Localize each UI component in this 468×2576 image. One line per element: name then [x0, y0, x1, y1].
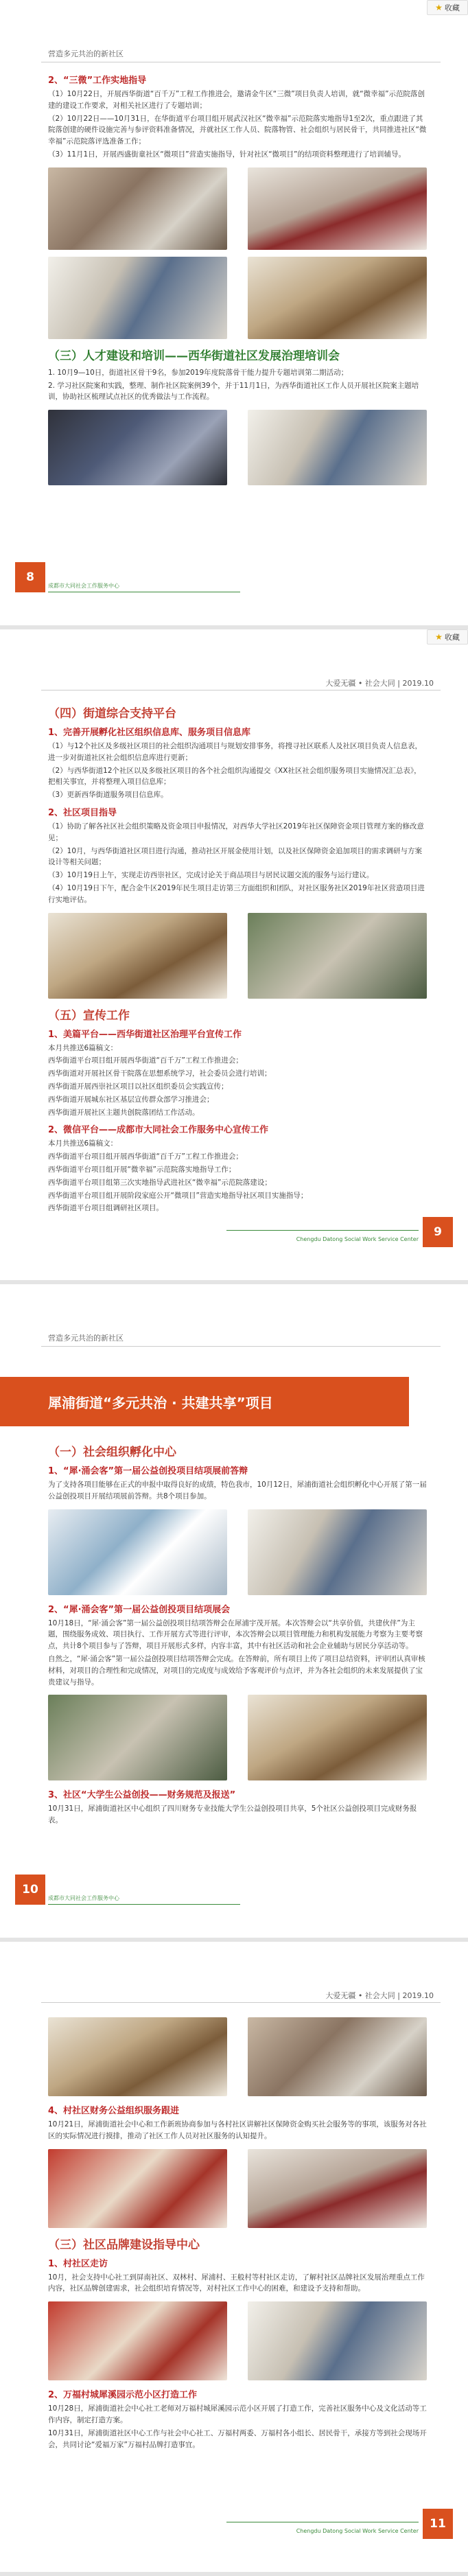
- star-icon: ★: [435, 632, 443, 642]
- running-header: 营造多元共治的新社区: [48, 49, 124, 58]
- training-photo: [248, 410, 427, 485]
- header-divider: [41, 2002, 441, 2003]
- paragraph: 2. 学习社区院案和实践，整理、制作社区院案例39个，并于11月1日，为西华街道社区工作人员开展社区院案主题培训，协助社区梳理试点社区的优秀做法与工作流程。: [48, 381, 419, 402]
- paragraph: （3）更新西华街道服务项目信息库。: [48, 791, 168, 800]
- meeting-photo: [248, 2149, 427, 2228]
- photo-row: [48, 1509, 427, 1595]
- visit-photo: [248, 2301, 427, 2380]
- running-header: 营造多元共治的新社区: [48, 1334, 124, 1343]
- paragraph: 1. 10月9—10日，街道社区骨干9名，参加2019年度院落骨干能力提升专题培训第二期活动；: [48, 368, 349, 377]
- footer-text: 成都市大同社会工作服务中心: [48, 583, 119, 589]
- paragraph: （2）与西华街道12个社区以及多级社区项目的各个社会组织沟通提交《XX社区社会组织服务项目实施情况汇总表》，把相关事宜，并将整理入项目信息库；: [48, 766, 421, 787]
- paragraph: 10月，社会支持中心社工到屏南社区、双林村、犀浦村、王般村等村社区走访，了解村社区品牌社区发展治理重点工作内容，社区品牌创建需求，社会组织培育情况等，对村社区工作中心的困难，和建设予支持和帮助。: [48, 2273, 425, 2293]
- page-number: 11: [423, 2509, 453, 2539]
- paragraph: （1）与12个社区及多级社区项目的社会组织沟通项目与规划安排事务，将搜寻社区联系人及社区项目负责人信息表，进一步对街道社区社会组织信息库进行更新；: [48, 742, 423, 762]
- photo-row: [48, 257, 427, 339]
- paragraph: 10月31日，犀浦街道社区中心工作与社会中心社工、万福村两委、万福村各小组长、居民骨干，承接方等到社会现场开会，共同讨论“爱福万家”万福村品牌打造事宜。: [48, 2428, 427, 2449]
- bookmark-button[interactable]: [427, 629, 468, 645]
- star-icon: ★: [435, 3, 443, 12]
- section-title: （五）宣传工作: [48, 1008, 130, 1023]
- page-9: [0, 629, 468, 1284]
- meeting-photo: [248, 167, 427, 250]
- paragraph: 10月31日，犀浦街道社区中心组织了四川财务专业技能大学生公益创投项目共享，5个社区公益创投项目完成财务报表。: [48, 1805, 417, 1825]
- paragraph: 西华街道开展城东社区基层宣传群众部学习推进会；: [48, 1095, 214, 1104]
- event-photo: [248, 1695, 427, 1780]
- paragraph: 10月18日，“犀·涌会客”第一届公益创投项目结项答辩会在犀浦宇茂开展。本次答辩会以“共享价值，共建伙伴”为主题，围绕服务成效、项目执行、工作开展方式等进行评审，本次答辩会以项目管理能力和机构发展能力考察为主要考察点，共计8个项目参与了答辩，项目开展形式多样，内容丰富，其中有社区活动和社会企业辅助与居民分享活动等。: [48, 1618, 423, 1651]
- visit-photo: [48, 2301, 227, 2380]
- photo-row: [48, 913, 427, 999]
- paragraph: 10月21日，犀浦街道社会中心和工作新班协商参加与各村社区讲解社区保障资金购买社会服务等的事项，该服务对各社区的实际情况进行摸排，推动了社区工作人员对社区服务的认知提升。: [48, 2120, 427, 2140]
- photo-row: [48, 2301, 427, 2380]
- paragraph: （3）10月19日上午，实现走访西崇社区，完成讨论关于商品项目与居民议题交流的服务与运行建议。: [48, 871, 374, 880]
- event-photo: [48, 2017, 227, 2096]
- page-content: [48, 1437, 427, 1828]
- paragraph: （1）协助了解各社区社会组织策略及资金项目申报情况，对西华大学社区2019年社区保障资金项目管理方案的修改意见；: [48, 822, 424, 842]
- paragraph: （2）10月22日——10月31日，在华街道平台项目组开展武汉社区“微幸福”示范院落实地指导1至2次，重点跟进了其院落创建的硬件设施完善与参评资料准备情况，并就社区工作人员、院落物管、社会组织与居民骨干，共同推进社区“微幸福”示范院落评选准备工作；: [48, 114, 427, 146]
- sub-title: 2、微信平台——成都市大同社会工作服务中心宣传工作: [48, 1125, 269, 1136]
- bookmark-label: 收藏: [444, 3, 460, 12]
- footer-text: 成都市大同社会工作服务中心: [48, 1895, 119, 1901]
- footer-text: Chengdu Datong Social Work Service Center: [296, 1236, 419, 1243]
- paragraph: （4）10月19日下午，配合金牛区2019年民生项目走访第三方面组织和团队，对社区服务社区2019年社区营造项目进行实地评估。: [48, 883, 425, 904]
- meeting-photo: [248, 257, 427, 339]
- photo-row: [48, 2017, 427, 2096]
- sub-title: 2、万福村城犀溪园示范小区打造工作: [48, 2390, 198, 2401]
- training-photo: [48, 410, 227, 485]
- section-title: （三）人才建设和培训——西华街道社区发展治理培训会: [48, 349, 340, 363]
- section-title: （三）社区品牌建设指导中心: [48, 2238, 200, 2252]
- paragraph: 自然之，“犀·涌会客”第一届公益创投项目结项答辩会完成。在答辩前，所有项目上传了项目总结资料，评审团认真审核材料，对项目的合理性和完成情况，对项目的完成度与成效给予客观评价与点评，并为各社会组织的未来发展提供了宝贵建议与指导。: [48, 1654, 425, 1686]
- page-number: 8: [15, 562, 45, 592]
- event-photo: [48, 1695, 227, 1780]
- page-number: 10: [15, 1875, 45, 1905]
- paragraph: 10月28日，犀浦街道社会中心社工老师对万福村城犀溪园示范小区开展了打造工作，完善社区服务中心及文化活动等工作内容，制定打造方案。: [48, 2404, 427, 2424]
- running-header: 大爱无疆 • 社会大同 | 2019.10: [325, 1991, 434, 2000]
- paragraph: 本月共推送6篇稿文：: [48, 1139, 118, 1148]
- paragraph: 西华街道开展西崇社区项目以社区组织委员会实践宣传；: [48, 1082, 229, 1091]
- paragraph: 西华街道平台项目组开展阶段家庭公开“微项目”营造实地指导社区项目实施指导；: [48, 1191, 308, 1200]
- page-11: [0, 1942, 468, 2576]
- paragraph: （1）10月22日，开展西华街道“百千万”工程工作推进会，邀请金牛区“三微”项目负责人培训，就“微幸福”示范院落创建的建设工作要求，对相关社区进行了专题培训；: [48, 90, 425, 110]
- sub-title: 2、“三微”工作实地指导: [48, 76, 147, 86]
- meeting-photo: [48, 2149, 227, 2228]
- sub-title: 1、“犀·涌会客”第一届公益创投项目结项展前答辩: [48, 1466, 248, 1476]
- sub-title: 1、村社区走访: [48, 2258, 108, 2269]
- paragraph: 本月共推送6篇稿文：: [48, 1043, 118, 1052]
- page-8: [0, 0, 468, 629]
- paragraph: 西华街道平台项目组开展西华街道“百千万”工程工作推进会；: [48, 1056, 243, 1065]
- footer-text: Chengdu Datong Social Work Service Center: [296, 2528, 419, 2535]
- header-divider: [41, 1346, 441, 1347]
- paragraph: 西华街道平台项目组调研社区项目。: [48, 1204, 163, 1213]
- page-content: [48, 2010, 427, 2452]
- photo-row: [48, 1695, 427, 1780]
- sub-title: 2、社区项目指导: [48, 807, 117, 818]
- page-content: [48, 698, 427, 1216]
- paragraph: 西华街道平台项目组开展西华街道“百千万”工程工作推进会；: [48, 1152, 243, 1161]
- bookmark-button[interactable]: [427, 0, 468, 15]
- bookmark-label: 收藏: [444, 633, 460, 642]
- paragraph: 西华街道开展社区主题共创院落团结工作活动。: [48, 1108, 200, 1117]
- event-photo: [48, 1509, 227, 1595]
- meeting-photo: [48, 167, 227, 250]
- activity-photo: [48, 913, 227, 999]
- sub-title: 2、“犀·涌会客”第一届公益创投项目结项展会: [48, 1604, 231, 1615]
- paragraph: 西华街道对开展社区骨干院落在思想系统学习，社会委员会进行培训；: [48, 1069, 272, 1078]
- meeting-photo: [48, 257, 227, 339]
- section-title: （一）社会组织孵化中心: [48, 1446, 176, 1459]
- footer-divider: [226, 1230, 419, 1231]
- paragraph: （2）10月，与西华街道社区项目进行沟通，推动社区开展金使用计划，以及社区保障资金追加项目的需求调研与方案设计等相关问题；: [48, 846, 423, 867]
- photo-row: [48, 167, 427, 250]
- header-divider: [41, 690, 441, 691]
- sub-title: 1、完善开展孵化社区组织信息库、服务项目信息库: [48, 728, 251, 738]
- page-content: [48, 69, 427, 492]
- page-number: 9: [423, 1217, 453, 1247]
- sub-title: 1、美篇平台——西华街道社区治理平台宣传工作: [48, 1029, 242, 1040]
- event-photo: [248, 2017, 427, 2096]
- photo-row: [48, 2149, 427, 2228]
- running-header: 大爱无疆 • 社会大同 | 2019.10: [325, 679, 434, 688]
- page-10: [0, 1284, 468, 1942]
- project-banner: 犀浦街道“多元共治 · 共建共享”项目: [0, 1377, 409, 1426]
- footer-divider: [48, 1904, 240, 1905]
- paragraph: 为了支持各项目能够在正式的申报中取得良好的成绩，特色我市，10月12日，犀浦街道社会组织孵化中心开展了第一届公益创投项目开展结项展前答辩。共8个项目参加。: [48, 1481, 427, 1500]
- paragraph: 西华街道平台项目组第三次实地指导武进社区“微幸福”示范院落建设；: [48, 1178, 272, 1187]
- activity-photo: [248, 913, 427, 999]
- paragraph: （3）11月1日，开展西盛街童社区“微项目”营造实施指导，针对社区“微项目”的结项资料整理进行了培训辅导。: [48, 150, 406, 159]
- section-title: （四）街道综合支持平台: [48, 707, 176, 721]
- photo-row: [48, 410, 427, 485]
- paragraph: 西华街道平台项目组开展“微幸福”示范院落实地指导工作；: [48, 1165, 236, 1174]
- event-photo: [248, 1509, 427, 1595]
- sub-title: 3、社区“大学生公益创投——财务规范及报送”: [48, 1790, 236, 1801]
- sub-title: 4、村社区财务公益组织服务跟进: [48, 2106, 180, 2116]
